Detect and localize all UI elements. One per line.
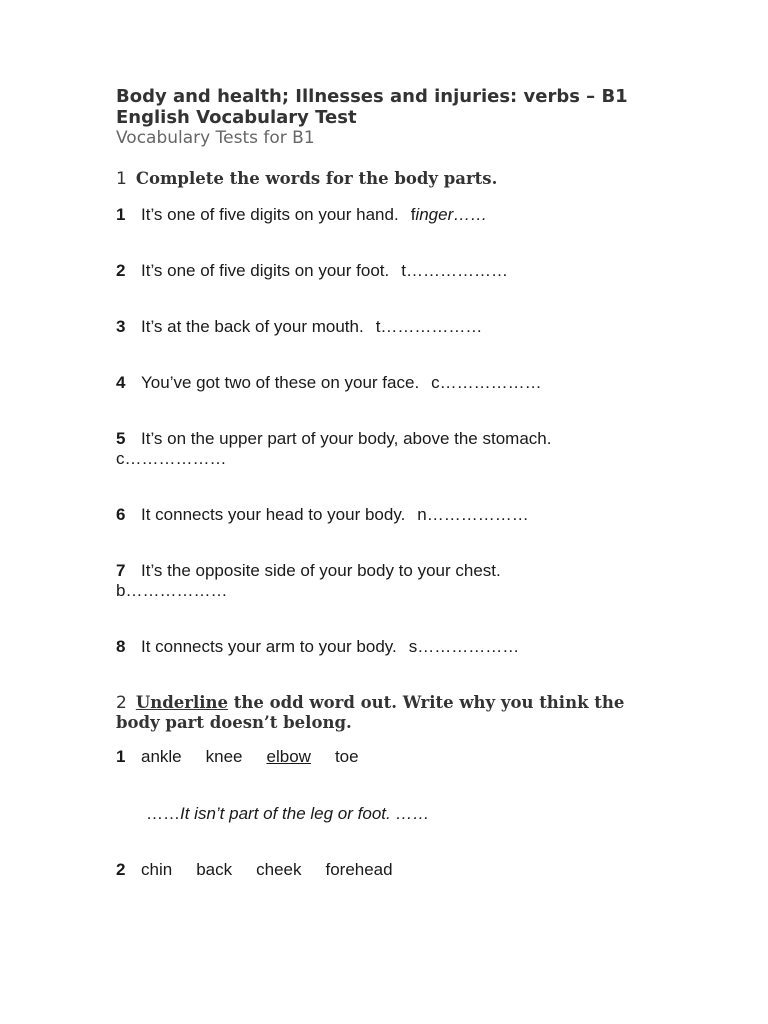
document-subtitle: Vocabulary Tests for B1 <box>116 128 315 148</box>
question-text: It’s one of five digits on your hand. <box>141 205 399 224</box>
answer-blank: n……………… <box>417 505 529 524</box>
answer-blank: finger…… <box>410 205 488 224</box>
question-1-7 <box>116 561 656 601</box>
section-1-instruction: Complete the words for the body parts. <box>135 169 498 188</box>
section-1-heading <box>116 169 656 189</box>
question-text: It’s at the back of your mouth. <box>141 317 364 336</box>
question-number: 2 <box>116 860 126 879</box>
question-1-2 <box>116 261 656 281</box>
question-1-5 <box>116 429 656 469</box>
question-1-3 <box>116 317 656 337</box>
answer-blank: b……………… <box>116 581 228 600</box>
answer-blank: s……………… <box>408 637 520 656</box>
example-answer: ……It isn’t part of the leg or foot. …… <box>146 804 430 823</box>
question-number: 5 <box>116 429 126 448</box>
question-1-8 <box>116 637 656 657</box>
word-option: chin <box>141 860 173 879</box>
answer-blank: c……………… <box>431 373 542 392</box>
document-page <box>116 86 656 880</box>
question-number: 7 <box>116 561 126 580</box>
question-text: It’s on the upper part of your body, above the stomach. <box>141 429 552 448</box>
question-text: It’s one of five digits on your foot. <box>141 261 390 280</box>
question-number: 8 <box>116 637 126 656</box>
section-2-instruction: the odd word out. Write why you think the body part doesn’t belong. <box>116 693 625 732</box>
section-1-number: 1 <box>116 169 127 189</box>
word-option: cheek <box>256 860 302 879</box>
question-number: 1 <box>116 205 126 224</box>
question-text: It connects your arm to your body. <box>141 637 397 656</box>
question-number: 6 <box>116 505 126 524</box>
example-answer-text: It isn’t part of the leg or foot. <box>180 804 391 823</box>
section-2-heading <box>116 693 656 733</box>
word-option: forehead <box>325 860 393 879</box>
question-number: 2 <box>116 261 126 280</box>
question-text: It connects your head to your body. <box>141 505 406 524</box>
section-2-number: 2 <box>116 693 127 713</box>
question-number: 1 <box>116 747 126 766</box>
question-1-1 <box>116 205 656 225</box>
word-option: back <box>196 860 233 879</box>
question-1-4 <box>116 373 656 393</box>
word-option: knee <box>205 747 243 766</box>
question-1-6 <box>116 505 656 525</box>
question-2-1 <box>116 747 656 767</box>
word-option: toe <box>334 747 359 766</box>
question-2-2 <box>116 860 656 880</box>
document-title: Body and health; Illnesses and injuries: verbs – B1 English Vocabulary Test <box>116 86 628 128</box>
question-number: 4 <box>116 373 126 392</box>
answer-blank: c……………… <box>116 449 227 468</box>
answer-blank: t……………… <box>401 261 508 280</box>
word-option-underlined: elbow <box>266 747 311 766</box>
word-option: ankle <box>141 747 182 766</box>
section-2-instruction-underlined: Underline <box>135 693 228 712</box>
question-number: 3 <box>116 317 126 336</box>
question-text: You’ve got two of these on your face. <box>141 373 420 392</box>
answer-blank: t……………… <box>375 317 483 336</box>
question-text: It’s the opposite side of your body to your chest. <box>141 561 501 580</box>
